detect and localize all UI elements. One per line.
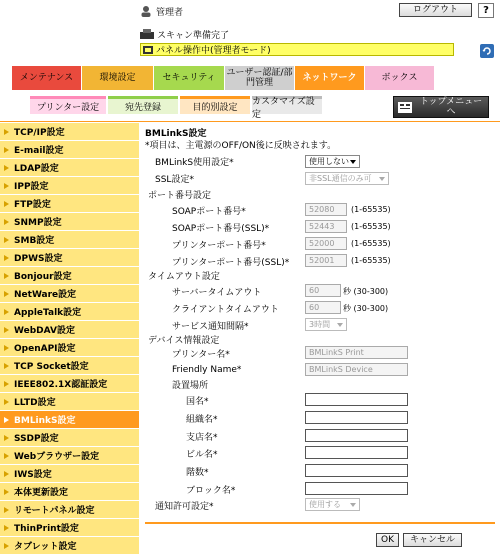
bmlinks-use-label: BMLinkS使用設定* <box>155 157 234 168</box>
sidebar-item-label: 本体更新設定 <box>14 488 69 498</box>
sidebar-item-dpws[interactable] <box>0 249 139 267</box>
country-input[interactable] <box>305 393 408 406</box>
ok-button[interactable]: OK <box>376 533 399 547</box>
sidebar-item-label: WebDAV設定 <box>14 326 75 336</box>
sidebar-item-appletalk[interactable] <box>0 303 139 321</box>
header-divider <box>0 121 500 122</box>
panel-icon <box>143 45 153 55</box>
tab-printer-settings[interactable]: プリンター設定 <box>30 96 106 114</box>
sidebar-item-tcp-socket[interactable] <box>0 357 139 375</box>
ssl-select[interactable] <box>305 172 389 185</box>
sidebar-item-snmp[interactable] <box>0 213 139 231</box>
sidebar-item-smb[interactable] <box>0 231 139 249</box>
arrow-icon <box>4 129 9 135</box>
arrow-icon <box>4 471 9 477</box>
arrow-icon <box>4 363 9 369</box>
arrow-icon <box>4 507 9 513</box>
device-status <box>140 27 229 41</box>
sidebar-item-netware[interactable] <box>0 285 139 303</box>
sidebar-item-label: IWS設定 <box>14 470 52 480</box>
arrow-icon <box>4 147 9 153</box>
chevron-down-icon <box>350 160 356 164</box>
friendly-name-label: Friendly Name* <box>172 365 242 375</box>
status-text: スキャン準備完了 <box>157 30 230 41</box>
sidebar-item-label: BMLinkS設定 <box>14 416 76 426</box>
organization-label: 組織名* <box>186 414 218 425</box>
mode-text: パネル操作中(管理者モード) <box>156 46 271 56</box>
printer-name-label: プリンター名* <box>172 349 230 360</box>
sidebar-item-thinprint[interactable] <box>0 519 139 537</box>
arrow-icon <box>4 525 9 531</box>
chevron-down-icon <box>379 177 385 181</box>
cancel-button[interactable]: キャンセル <box>403 533 462 547</box>
server-timeout-input[interactable]: 60 <box>305 284 341 297</box>
tab-address-registration[interactable]: 宛先登録 <box>108 96 178 114</box>
branch-input[interactable] <box>305 429 408 442</box>
arrow-icon <box>4 201 9 207</box>
sidebar-item-label: OpenAPI設定 <box>14 344 76 354</box>
floor-label: 階数* <box>186 467 209 478</box>
printer-port-input[interactable]: 52000 <box>305 237 347 250</box>
sidebar-item-label: TCP Socket設定 <box>14 362 89 372</box>
tab-customize-settings[interactable]: カスタマイズ設定 <box>252 96 322 114</box>
building-input[interactable] <box>305 446 408 459</box>
server-timeout-label: サーバータイムアウト <box>172 287 262 298</box>
timeout-section-label: タイムアウト設定 <box>148 271 220 282</box>
sidebar-item-web-browser[interactable] <box>0 447 139 465</box>
sidebar <box>0 123 139 554</box>
arrow-icon <box>4 543 9 549</box>
arrow-icon <box>4 435 9 441</box>
notify-interval-select[interactable] <box>305 318 347 331</box>
sidebar-item-ieee8021x[interactable] <box>0 375 139 393</box>
country-label: 国名* <box>186 396 209 407</box>
sidebar-item-label: IPP設定 <box>14 182 49 192</box>
sidebar-item-ssdp[interactable] <box>0 429 139 447</box>
refresh-icon[interactable] <box>480 44 494 58</box>
sidebar-item-tcpip[interactable] <box>0 123 139 141</box>
bmlinks-use-select[interactable] <box>305 155 360 168</box>
block-label: ブロック名* <box>186 485 236 496</box>
arrow-icon <box>4 237 9 243</box>
branch-label: 支店名* <box>186 432 218 443</box>
top-menu-label: トップメニューへ <box>419 97 483 117</box>
sidebar-item-ldap[interactable] <box>0 159 139 177</box>
building-label: ビル名* <box>186 449 218 460</box>
printer-ssl-port-label: プリンターポート番号(SSL)* <box>172 257 290 268</box>
settings-panel <box>145 126 495 152</box>
soap-ssl-port-input[interactable]: 52443 <box>305 220 347 233</box>
block-input[interactable] <box>305 482 408 495</box>
sidebar-item-label: AppleTalk設定 <box>14 308 82 318</box>
ssl-label: SSL設定* <box>155 174 194 185</box>
arrow-icon <box>4 453 9 459</box>
notify-interval-value: 3時間 <box>309 320 331 329</box>
printer-ssl-port-input[interactable]: 52001 <box>305 254 347 267</box>
client-timeout-input[interactable]: 60 <box>305 301 341 314</box>
sidebar-item-lltd[interactable] <box>0 393 139 411</box>
arrow-icon <box>4 381 9 387</box>
sidebar-item-label: NetWare設定 <box>14 290 77 300</box>
sidebar-item-label: LLTD設定 <box>14 398 56 408</box>
soap-ssl-port-label: SOAPポート番号(SSL)* <box>172 223 270 234</box>
sidebar-item-label: SMB設定 <box>14 236 55 246</box>
notify-interval-label: サービス通知間隔* <box>172 321 249 332</box>
sidebar-item-label: LDAP設定 <box>14 164 59 174</box>
ssl-value: 非SSL通信のみ可 <box>309 174 372 183</box>
home-menu-icon <box>398 102 412 113</box>
arrow-icon <box>4 255 9 261</box>
arrow-icon <box>4 399 9 405</box>
sidebar-item-label: E-mail設定 <box>14 146 64 156</box>
server-timeout-range: 秒 (30-300) <box>343 287 389 296</box>
logout-button[interactable]: ログアウト <box>399 3 472 17</box>
tab-maintenance[interactable]: メンテナンス <box>12 66 82 90</box>
sidebar-item-label: TCP/IP設定 <box>14 128 65 138</box>
current-user <box>140 4 183 18</box>
tab-purpose-settings[interactable]: 目的別設定 <box>180 96 250 114</box>
sidebar-item-openapi[interactable] <box>0 339 139 357</box>
client-timeout-label: クライアントタイムアウト <box>172 304 279 315</box>
tab-user-auth[interactable]: ユーザー認証/部門管理 <box>225 66 295 90</box>
printer-name-input[interactable]: BMLinkS Print <box>305 346 408 359</box>
location-section-label: 設置場所 <box>172 380 209 391</box>
sidebar-item-label: FTP設定 <box>14 200 51 210</box>
tab-security[interactable]: セキュリティ <box>154 66 225 90</box>
sidebar-item-remote-panel[interactable] <box>0 501 139 519</box>
sidebar-item-ipp[interactable] <box>0 177 139 195</box>
chevron-down-icon <box>350 503 356 507</box>
sidebar-item-label: SSDP設定 <box>14 434 59 444</box>
arrow-icon <box>4 165 9 171</box>
sidebar-item-webdav[interactable] <box>0 321 139 339</box>
mode-banner <box>140 43 454 56</box>
sidebar-item-email[interactable] <box>0 141 139 159</box>
arrow-icon <box>4 273 9 279</box>
user-name: 管理者 <box>156 7 184 18</box>
main-tabs <box>12 66 435 90</box>
sidebar-item-bmlinks[interactable] <box>0 411 139 429</box>
tab-environment[interactable]: 環境設定 <box>82 66 154 90</box>
sidebar-item-label: DPWS設定 <box>14 254 63 264</box>
notify-permission-value: 使用する <box>309 500 341 509</box>
friendly-name-input[interactable]: BMLinkS Device <box>305 363 408 376</box>
bmlinks-use-value: 使用しない <box>309 157 349 166</box>
footer-divider <box>145 522 495 524</box>
sidebar-item-label: リモートパネル設定 <box>14 506 95 516</box>
sidebar-item-bonjour[interactable] <box>0 267 139 285</box>
arrow-icon <box>4 327 9 333</box>
sidebar-item-label: ThinPrint設定 <box>14 524 79 534</box>
printer-port-range: (1-65535) <box>351 239 391 248</box>
arrow-icon <box>4 417 9 423</box>
port-section-label: ポート番号設定 <box>148 190 212 201</box>
notify-permission-label: 通知許可設定* <box>155 501 214 512</box>
top-menu-button[interactable] <box>393 96 489 118</box>
arrow-icon <box>4 345 9 351</box>
chevron-down-icon <box>337 323 343 327</box>
sub-tabs <box>30 96 324 120</box>
sidebar-item-label: IEEE802.1X認証設定 <box>14 380 108 390</box>
soap-port-label: SOAPポート番号* <box>172 206 246 217</box>
arrow-icon <box>4 309 9 315</box>
sidebar-item-label: SNMP設定 <box>14 218 62 228</box>
client-timeout-range: 秒 (30-300) <box>343 304 389 313</box>
page-title: BMLinkS設定 <box>145 129 207 139</box>
soap-port-range: (1-65535) <box>351 205 391 214</box>
tab-box[interactable]: ボックス <box>365 66 435 90</box>
printer-status-icon <box>140 29 154 39</box>
soap-port-input[interactable]: 52080 <box>305 203 347 216</box>
floor-input[interactable] <box>305 464 408 477</box>
tab-network[interactable]: ネットワーク <box>295 66 365 90</box>
arrow-icon <box>4 183 9 189</box>
restart-note: *項目は、主電源のOFF/ON後に反映されます。 <box>145 141 337 151</box>
printer-ssl-port-range: (1-65535) <box>351 256 391 265</box>
sidebar-item-tablet[interactable] <box>0 537 139 554</box>
notify-permission-select[interactable] <box>305 498 360 511</box>
arrow-icon <box>4 489 9 495</box>
organization-input[interactable] <box>305 411 408 424</box>
sidebar-item-iws[interactable] <box>0 465 139 483</box>
sidebar-item-label: Bonjour設定 <box>14 272 72 282</box>
help-button[interactable]: ? <box>478 3 494 18</box>
arrow-icon <box>4 219 9 225</box>
arrow-icon <box>4 291 9 297</box>
sidebar-item-firmware-update[interactable] <box>0 483 139 501</box>
sidebar-item-label: タブレット設定 <box>14 542 77 552</box>
device-section-label: デバイス情報設定 <box>148 335 220 346</box>
soap-ssl-port-range: (1-65535) <box>351 222 391 231</box>
sidebar-item-label: Webブラウザー設定 <box>14 452 100 462</box>
printer-port-label: プリンターポート番号* <box>172 240 266 251</box>
user-icon <box>140 5 152 17</box>
sidebar-item-ftp[interactable] <box>0 195 139 213</box>
